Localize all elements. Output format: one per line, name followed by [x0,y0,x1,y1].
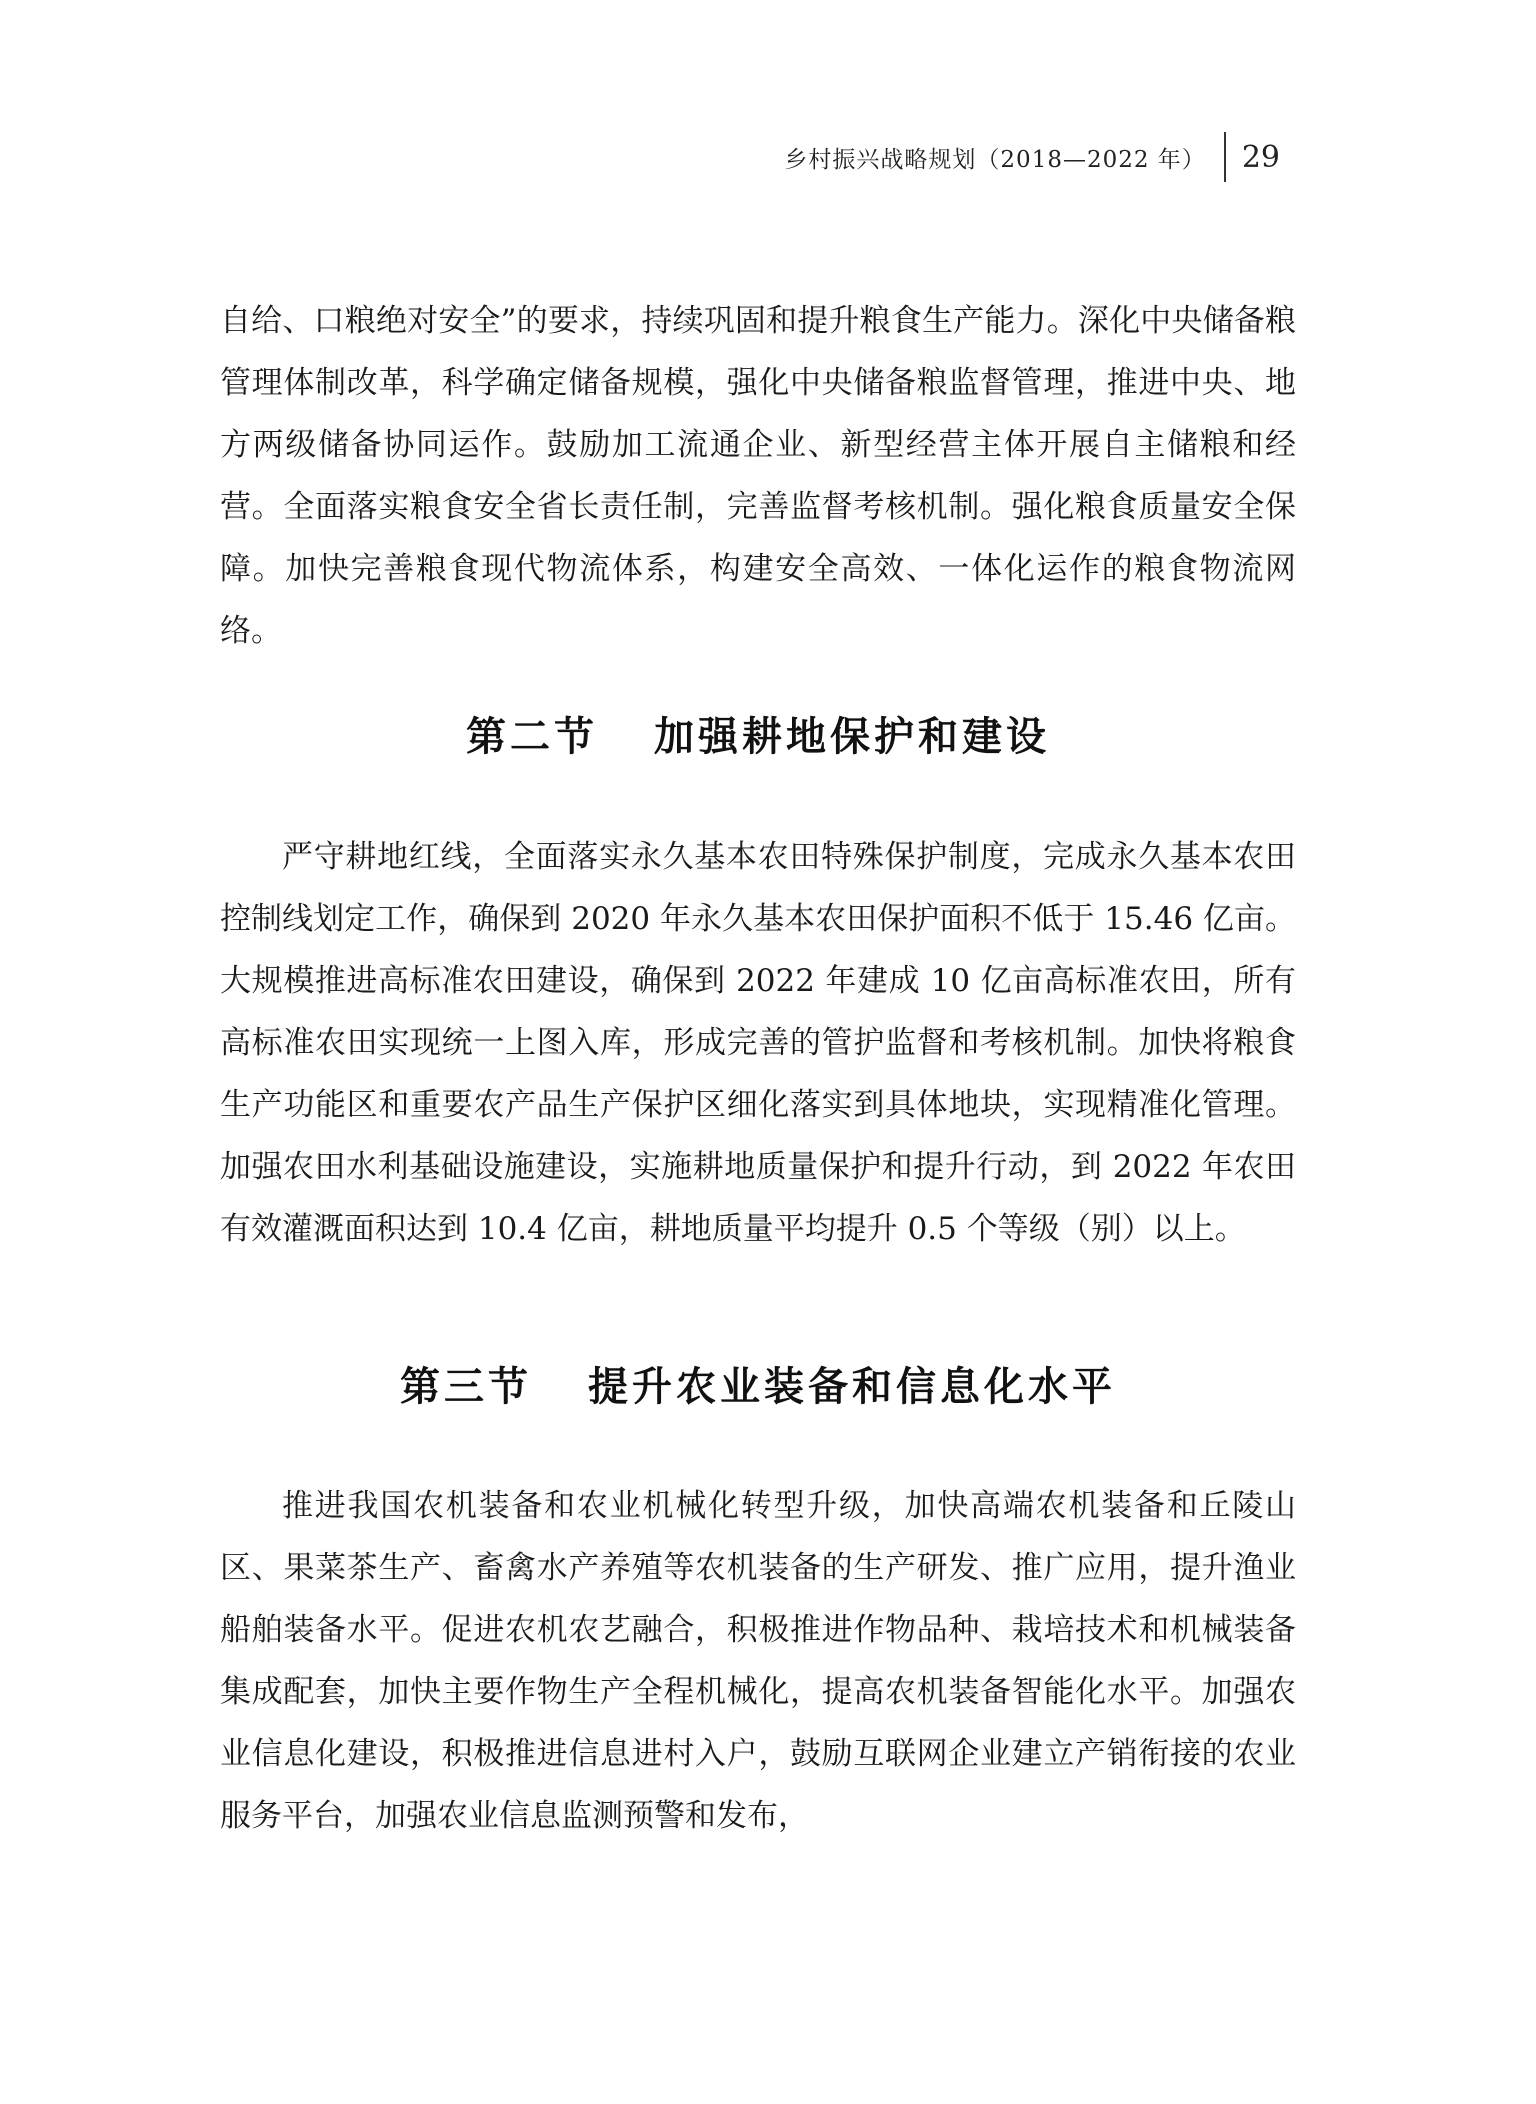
paragraph-1: 自给、口粮绝对安全”的要求，持续巩固和提升粮食生产能力。深化中央储备粮管理体制改革，科学确定储备规模，强化中央储备粮监督管理，推进中央、地方两级储备协同运作。鼓励加工流通企业、新型经营主体开展自主储粮和经营。全面落实粮食安全省长责任制，完善监督考核机制。强化粮食质量安全保障。加快完善粮食现代物流体系，构建安全高效、一体化运作的粮食物流网络。 [220,303,1296,649]
paragraph-2: 严守耕地红线，全面落实永久基本农田特殊保护制度，完成永久基本农田控制线划定工作，确保到 2020 年永久基本农田保护面积不低于 15.46 亿亩。大规模推进高标准农田建设，确保到 2022 年建成 10 亿亩高标准农田，所有高标准农田实现统一上图入库，形成完善的管护监督和考核机制。加快将粮食生产功能区和重要农产品生产保护区细化落实到具体地块，实现精准化管理。加强农田水利基础设施建设，实施耕地质量保护和提升行动，到 2022 年农田有效灌溉面积达到 10.4 亿亩，耕地质量平均提升 0.5 个等级（别）以上。 [220,839,1296,1247]
running-header [784,132,1280,182]
page-number: 29 [1241,139,1280,175]
section-number-2: 第二节 [466,714,598,760]
section-title-2: 加强耕地保护和建设 [654,714,1050,760]
section-heading-3 [220,1355,1296,1412]
section-number-3: 第三节 [400,1364,532,1410]
paragraph-3: 推进我国农机装备和农业机械化转型升级，加快高端农机装备和丘陵山区、果菜茶生产、畜禽水产养殖等农机装备的生产研发、推广应用，提升渔业船舶装备水平。促进农机农艺融合，积极推进作物品种、栽培技术和机械装备集成配套，加快主要作物生产全程机械化，提高农机装备智能化水平。加强农业信息化建设，积极推进信息进村入户，鼓励互联网企业建立产销衔接的农业服务平台，加强农业信息监测预警和发布， [220,1488,1296,1834]
paragraph-block-2 [220,826,1296,1260]
paragraph-block-1 [220,290,1296,662]
section-heading-2 [220,705,1296,762]
header-title: 乡村振兴战略规划（2018—2022 年） [784,146,1206,173]
paragraph-block-3 [220,1475,1296,1847]
section-title-3: 提升农业装备和信息化水平 [588,1364,1116,1410]
